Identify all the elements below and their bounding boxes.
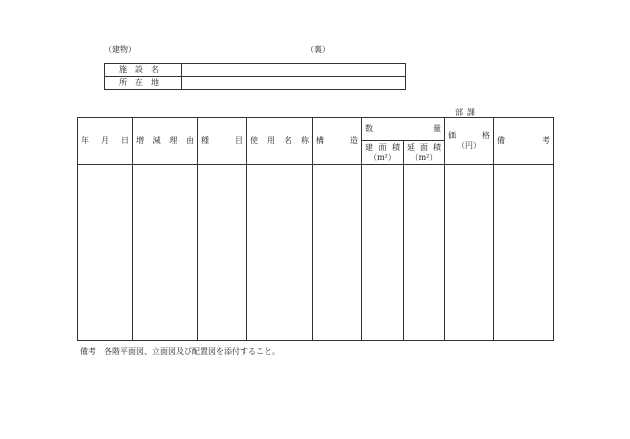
ledger-header-row [78,118,554,141]
col-header-date-char: 日 [121,136,129,145]
facility-name-label: 施設名 [105,64,182,77]
col-header-floor-area-char: 積 [433,142,441,152]
col-header-floor-area [404,141,445,165]
col-header-building-area-char: 建 [365,142,373,152]
entry-reason-cell[interactable] [133,165,198,341]
col-header-type-char: 目 [235,136,243,145]
col-header-date-char: 月 [101,136,109,145]
col-header-reason-char: 減 [152,136,161,145]
col-header-floor-area-char: 延 [407,142,415,152]
col-header-quantity-char: 数 [365,124,373,133]
col-header-structure [313,118,362,165]
col-header-floor-area-char: 面 [420,142,428,152]
col-header-price [445,118,494,165]
entry-type-cell[interactable] [198,165,247,341]
col-header-remarks [494,118,554,165]
col-header-type-char: 種 [201,136,209,145]
col-header-building-area-char: 面 [378,142,387,152]
col-header-building-area-char: 積 [392,142,400,152]
col-header-remarks-char: 備 [497,136,505,145]
col-header-date-char: 年 [81,136,89,145]
col-header-price-char: 価 [448,131,456,140]
entry-remarks-cell[interactable] [494,165,554,341]
col-header-date [78,118,133,165]
document-type-label: （建物） [104,45,136,54]
page-side-label: （裏） [306,45,330,54]
col-header-quantity-char: 量 [433,124,441,133]
entry-date-cell[interactable] [78,165,133,341]
department-label: 部課 [455,108,479,117]
entry-usage-cell[interactable] [247,165,313,341]
facility-location-field[interactable] [182,77,406,90]
col-header-structure-char: 造 [350,136,358,145]
col-header-reason-char: 増 [136,136,144,145]
col-header-usage-char: 名 [284,136,292,145]
col-header-usage [247,118,313,165]
entry-price-cell[interactable] [445,165,494,341]
facility-row-location [105,77,406,90]
col-header-usage-char: 称 [301,136,309,145]
ledger-entry-row [78,165,554,341]
entry-building-area-cell[interactable] [362,165,404,341]
col-header-quantity [362,118,445,141]
entry-floor-area-cell[interactable] [404,165,445,341]
facility-name-field[interactable] [182,64,406,77]
col-header-reason-char: 理 [169,136,178,145]
entry-structure-cell[interactable] [313,165,362,341]
col-header-structure-char: 構 [316,136,324,145]
col-header-building-area [362,141,404,165]
building-area-unit: （m²） [369,152,396,162]
col-header-type [198,118,247,165]
footnote: 備考 各階平面図、立面図及び配置図を添付すること。 [80,347,280,356]
col-header-usage-char: 使 [250,136,258,145]
col-header-reason-char: 由 [185,136,194,145]
floor-area-unit: （m²） [410,152,438,162]
col-header-usage-char: 用 [267,136,275,145]
facility-row-name [105,64,406,77]
price-unit: （円） [457,141,481,150]
facility-location-label: 所在地 [105,77,182,90]
facility-info-table [104,63,406,90]
col-header-remarks-char: 考 [542,136,550,145]
building-ledger-table [77,117,554,341]
col-header-price-char: 格 [482,131,490,140]
col-header-reason [133,118,198,165]
